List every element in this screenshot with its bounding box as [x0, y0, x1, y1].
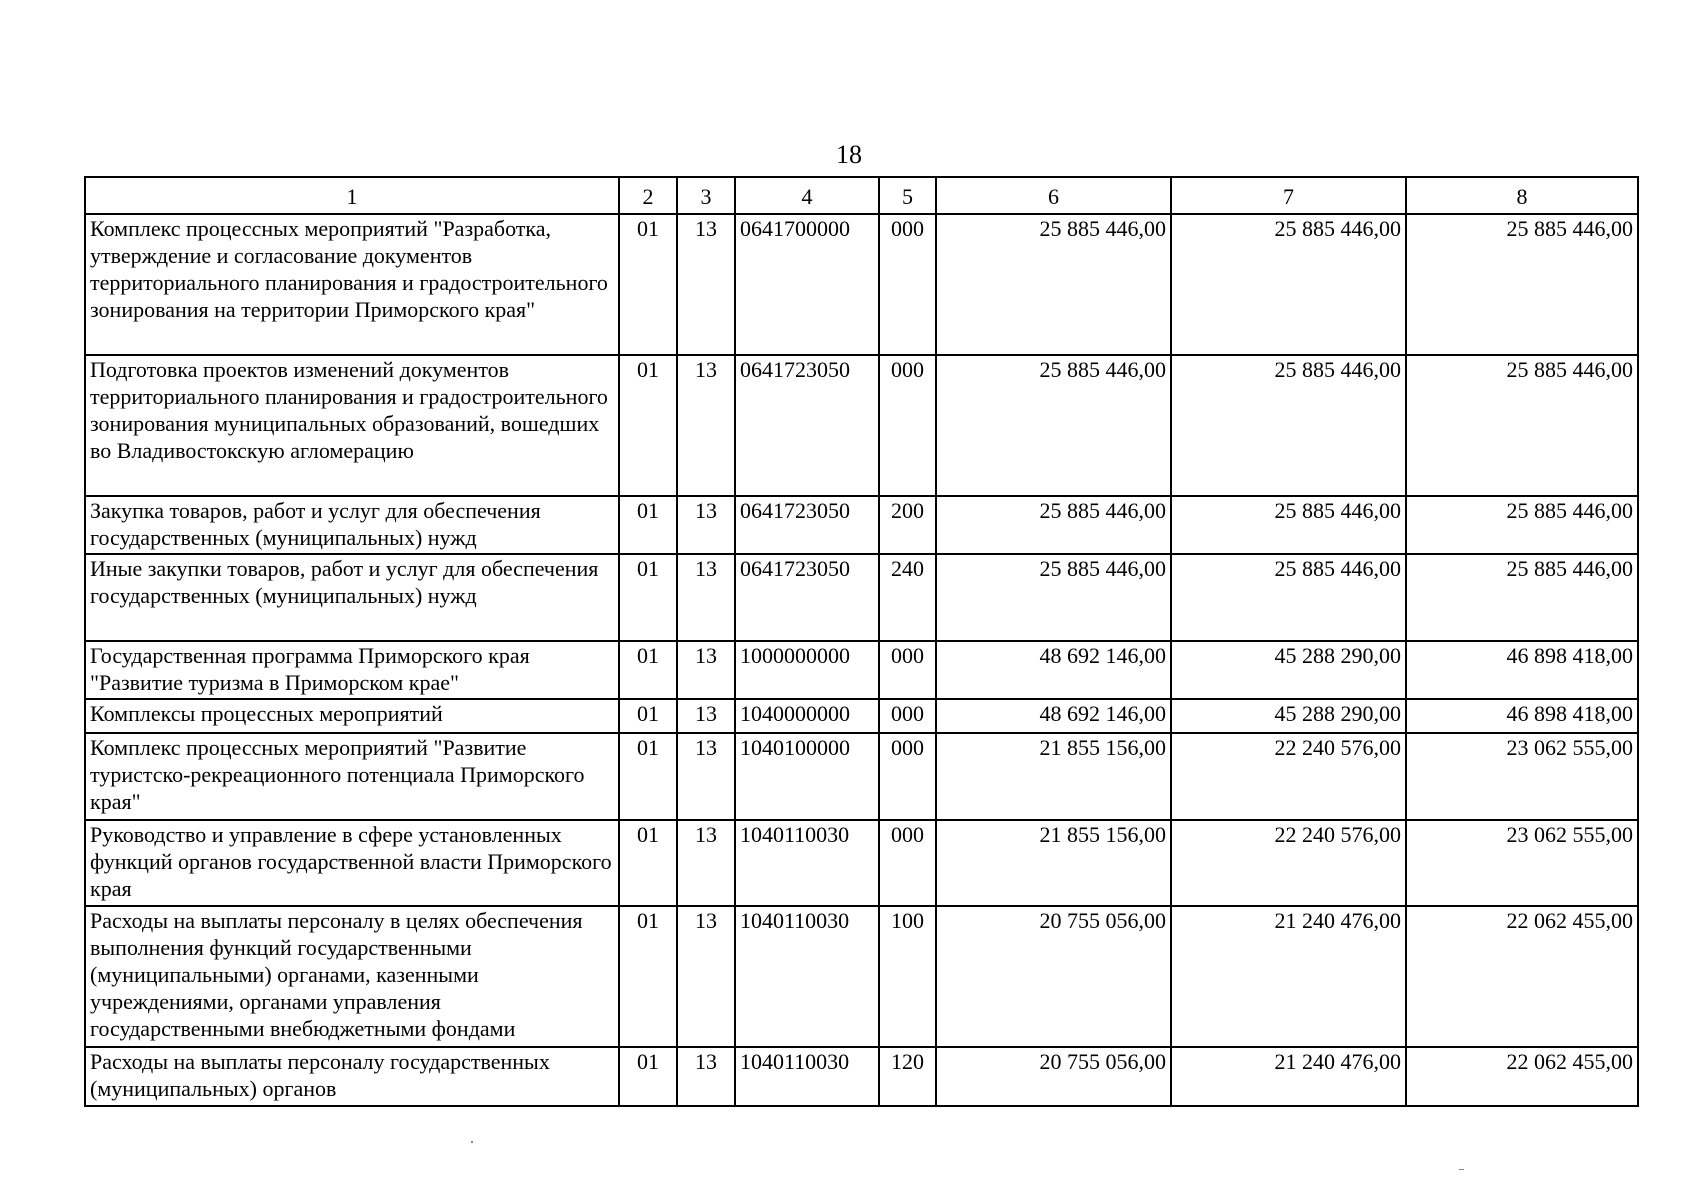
amount-col8-cell: 23 062 555,00 [1406, 820, 1638, 906]
amount-col8-cell: 46 898 418,00 [1406, 699, 1638, 733]
column-number-header-row [85, 177, 1638, 214]
expense-type-cell: 100 [879, 906, 936, 1047]
subsection-code-cell: 13 [677, 906, 735, 1047]
column-header-1: 1 [85, 177, 619, 214]
table-row [85, 214, 1638, 355]
row-name-cell: Расходы на выплаты персоналу в целях обеспечения выполнения функций государственными (муниципальными) органами, казенными учреждениями, органами управления государственными внебюджетными фондами [85, 906, 619, 1047]
section-code-cell: 01 [619, 699, 677, 733]
column-header-5: 5 [879, 177, 936, 214]
row-name-cell: Государственная программа Приморского края "Развитие туризма в Приморском крае" [85, 641, 619, 699]
column-header-6: 6 [936, 177, 1171, 214]
section-code-cell: 01 [619, 906, 677, 1047]
table-row [85, 820, 1638, 906]
amount-col8-cell: 25 885 446,00 [1406, 496, 1638, 554]
expense-type-cell: 200 [879, 496, 936, 554]
section-code-cell: 01 [619, 820, 677, 906]
amount-col8-cell: 22 062 455,00 [1406, 1047, 1638, 1106]
amount-col6-cell: 25 885 446,00 [936, 554, 1171, 641]
amount-col6-cell: 25 885 446,00 [936, 496, 1171, 554]
amount-col8-cell: 25 885 446,00 [1406, 554, 1638, 641]
table-row [85, 641, 1638, 699]
amount-col8-cell: 23 062 555,00 [1406, 733, 1638, 820]
amount-col7-cell: 22 240 576,00 [1171, 733, 1406, 820]
amount-col6-cell: 21 855 156,00 [936, 820, 1171, 906]
row-name-cell: Расходы на выплаты персоналу государственных (муниципальных) органов [85, 1047, 619, 1106]
expense-type-cell: 000 [879, 820, 936, 906]
subsection-code-cell: 13 [677, 733, 735, 820]
section-code-cell: 01 [619, 733, 677, 820]
amount-col7-cell: 25 885 446,00 [1171, 554, 1406, 641]
row-name-cell: Комплексы процессных мероприятий [85, 699, 619, 733]
column-header-8: 8 [1406, 177, 1638, 214]
scan-speck [1459, 1169, 1464, 1170]
row-name-cell: Комплекс процессных мероприятий "Развитие туристско-рекреационного потенциала Приморского края" [85, 733, 619, 820]
subsection-code-cell: 13 [677, 1047, 735, 1106]
section-code-cell: 01 [619, 214, 677, 355]
table-row [85, 699, 1638, 733]
row-name-cell: Закупка товаров, работ и услуг для обеспечения государственных (муниципальных) нужд [85, 496, 619, 554]
amount-col7-cell: 25 885 446,00 [1171, 496, 1406, 554]
amount-col8-cell: 22 062 455,00 [1406, 906, 1638, 1047]
table-row [85, 1047, 1638, 1106]
amount-col7-cell: 25 885 446,00 [1171, 214, 1406, 355]
target-article-cell: 1040110030 [735, 1047, 879, 1106]
subsection-code-cell: 13 [677, 554, 735, 641]
amount-col6-cell: 25 885 446,00 [936, 355, 1171, 496]
section-code-cell: 01 [619, 641, 677, 699]
subsection-code-cell: 13 [677, 641, 735, 699]
expense-type-cell: 000 [879, 214, 936, 355]
page-number: 18 [836, 140, 862, 169]
subsection-code-cell: 13 [677, 355, 735, 496]
row-name-cell: Руководство и управление в сфере установленных функций органов государственной власти Приморского края [85, 820, 619, 906]
target-article-cell: 1040110030 [735, 906, 879, 1047]
table-row [85, 496, 1638, 554]
expense-type-cell: 000 [879, 733, 936, 820]
table-row [85, 733, 1638, 820]
subsection-code-cell: 13 [677, 820, 735, 906]
expense-type-cell: 240 [879, 554, 936, 641]
subsection-code-cell: 13 [677, 699, 735, 733]
amount-col8-cell: 46 898 418,00 [1406, 641, 1638, 699]
amount-col6-cell: 20 755 056,00 [936, 906, 1171, 1047]
amount-col6-cell: 21 855 156,00 [936, 733, 1171, 820]
target-article-cell: 1040110030 [735, 820, 879, 906]
table-row [85, 906, 1638, 1047]
amount-col6-cell: 20 755 056,00 [936, 1047, 1171, 1106]
amount-col6-cell: 48 692 146,00 [936, 699, 1171, 733]
table-row [85, 554, 1638, 641]
row-name-cell: Комплекс процессных мероприятий "Разработка, утверждение и согласование документов территориального планирования и градостроительного зонирования на территории Приморского края" [85, 214, 619, 355]
column-header-3: 3 [677, 177, 735, 214]
expense-type-cell: 000 [879, 355, 936, 496]
column-header-2: 2 [619, 177, 677, 214]
target-article-cell: 1000000000 [735, 641, 879, 699]
column-header-4: 4 [735, 177, 879, 214]
target-article-cell: 0641700000 [735, 214, 879, 355]
subsection-code-cell: 13 [677, 214, 735, 355]
amount-col6-cell: 25 885 446,00 [936, 214, 1171, 355]
amount-col7-cell: 45 288 290,00 [1171, 641, 1406, 699]
target-article-cell: 1040100000 [735, 733, 879, 820]
expense-type-cell: 000 [879, 699, 936, 733]
amount-col7-cell: 25 885 446,00 [1171, 355, 1406, 496]
amount-col8-cell: 25 885 446,00 [1406, 214, 1638, 355]
section-code-cell: 01 [619, 1047, 677, 1106]
expense-type-cell: 120 [879, 1047, 936, 1106]
amount-col6-cell: 48 692 146,00 [936, 641, 1171, 699]
amount-col7-cell: 45 288 290,00 [1171, 699, 1406, 733]
column-header-7: 7 [1171, 177, 1406, 214]
target-article-cell: 0641723050 [735, 355, 879, 496]
amount-col8-cell: 25 885 446,00 [1406, 355, 1638, 496]
budget-table [84, 176, 1639, 1107]
amount-col7-cell: 21 240 476,00 [1171, 1047, 1406, 1106]
section-code-cell: 01 [619, 554, 677, 641]
amount-col7-cell: 22 240 576,00 [1171, 820, 1406, 906]
scan-speck [471, 1141, 473, 1143]
target-article-cell: 1040000000 [735, 699, 879, 733]
amount-col7-cell: 21 240 476,00 [1171, 906, 1406, 1047]
table-row [85, 355, 1638, 496]
row-name-cell: Подготовка проектов изменений документов территориального планирования и градостроительного зонирования муниципальных образований, вошедших во Владивостокскую агломерацию [85, 355, 619, 496]
subsection-code-cell: 13 [677, 496, 735, 554]
expense-type-cell: 000 [879, 641, 936, 699]
target-article-cell: 0641723050 [735, 554, 879, 641]
target-article-cell: 0641723050 [735, 496, 879, 554]
row-name-cell: Иные закупки товаров, работ и услуг для обеспечения государственных (муниципальных) нужд [85, 554, 619, 641]
section-code-cell: 01 [619, 355, 677, 496]
section-code-cell: 01 [619, 496, 677, 554]
